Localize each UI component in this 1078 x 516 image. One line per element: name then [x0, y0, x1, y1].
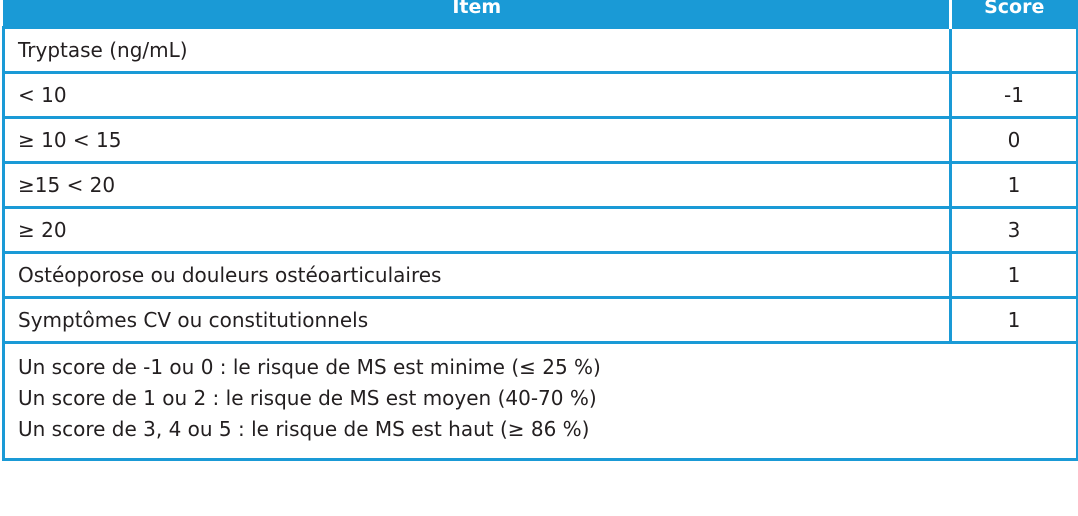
table-row — [4, 163, 1078, 208]
row-score-cell: 0 — [951, 118, 1078, 163]
note-line: Un score de 1 ou 2 : le risque de MS est moyen (40-70 %) — [18, 386, 597, 410]
table-row — [4, 298, 1078, 343]
row-score-cell: 1 — [951, 163, 1078, 208]
row-score-cell — [951, 28, 1078, 73]
row-score-cell: 3 — [951, 208, 1078, 253]
table-header-row — [4, 0, 1078, 28]
note-line: Un score de -1 ou 0 : le risque de MS est minime (≤ 25 %) — [18, 355, 601, 379]
notes-row — [4, 343, 1078, 460]
score-table — [2, 0, 1078, 461]
row-item-cell: ≥ 20 — [4, 208, 951, 253]
table-row — [4, 253, 1078, 298]
row-score-cell: 1 — [951, 253, 1078, 298]
table-row — [4, 118, 1078, 163]
row-score-cell: -1 — [951, 73, 1078, 118]
row-item-cell: Ostéoporose ou douleurs ostéoarticulaires — [4, 253, 951, 298]
column-header-item: Item — [4, 0, 951, 28]
row-item-cell: ≥ 10 < 15 — [4, 118, 951, 163]
table-row — [4, 28, 1078, 73]
score-interpretation-notes — [4, 343, 1078, 460]
row-item-cell: Tryptase (ng/mL) — [4, 28, 951, 73]
column-header-score: Score — [951, 0, 1078, 28]
row-item-cell: < 10 — [4, 73, 951, 118]
row-item-cell: ≥15 < 20 — [4, 163, 951, 208]
row-score-cell: 1 — [951, 298, 1078, 343]
note-line: Un score de 3, 4 ou 5 : le risque de MS est haut (≥ 86 %) — [18, 417, 590, 441]
row-item-cell: Symptômes CV ou constitutionnels — [4, 298, 951, 343]
table-row — [4, 208, 1078, 253]
table-row — [4, 73, 1078, 118]
